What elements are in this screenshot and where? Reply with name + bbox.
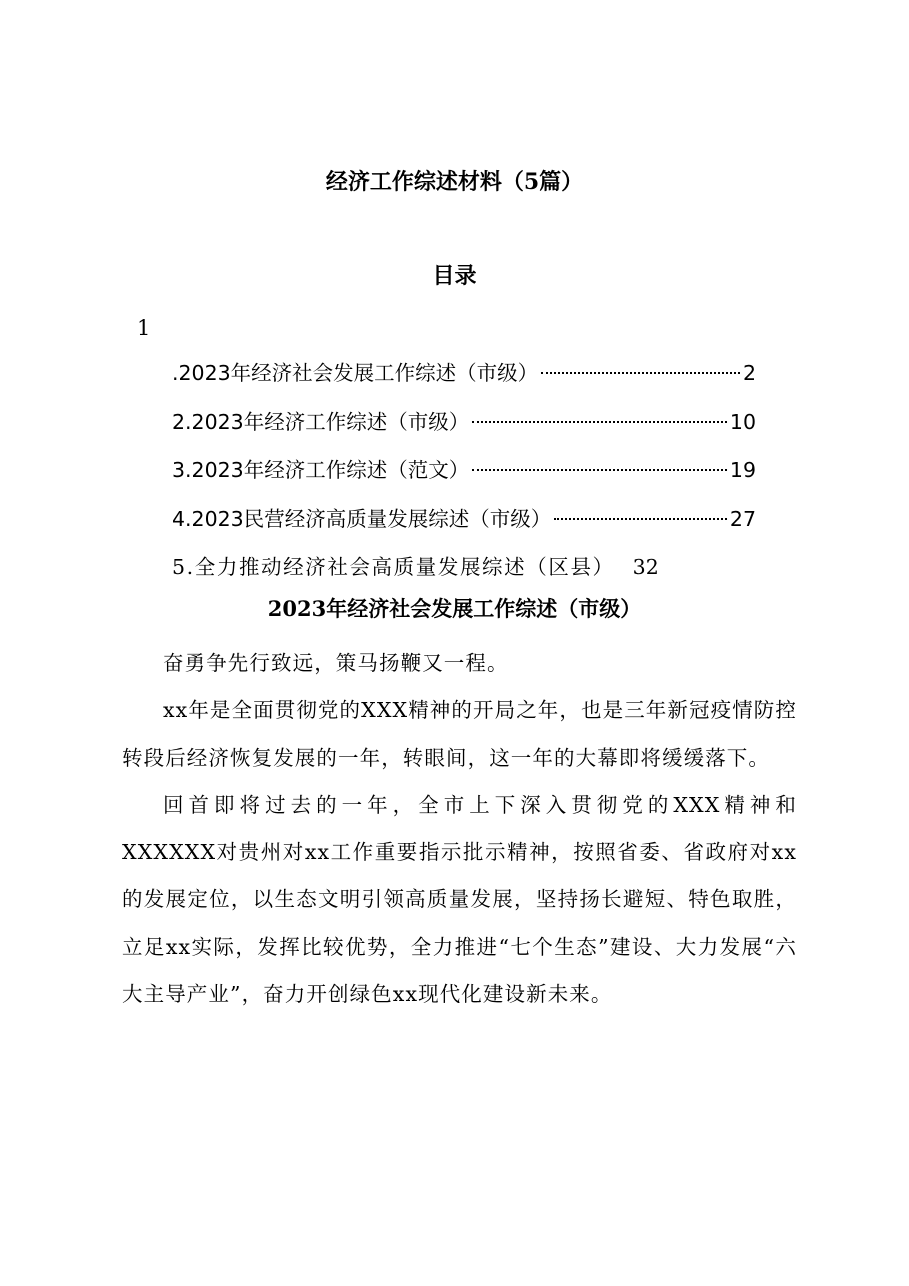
toc-leader-dots xyxy=(472,421,727,423)
document-title: 经济工作综述材料（5篇） xyxy=(325,169,584,195)
paragraph: 奋勇争先行致远，策马扬鞭又一程。 xyxy=(163,651,509,675)
toc-entry-text: 2.2023年经济工作综述（市级） xyxy=(172,409,470,434)
toc-entry[interactable] xyxy=(172,502,756,551)
toc-entry-page: 32 xyxy=(632,555,659,579)
body-text xyxy=(122,640,797,1018)
toc-entry[interactable] xyxy=(172,405,756,454)
toc-entry-text: .2023年经济社会发展工作综述（市级） xyxy=(172,361,539,385)
toc-entry[interactable] xyxy=(172,453,756,502)
toc-entry-page: 27 xyxy=(729,506,756,531)
toc-entry[interactable] xyxy=(172,356,756,405)
toc-entry-page: 2 xyxy=(742,361,756,385)
toc-entry-page: 19 xyxy=(729,458,756,482)
table-of-contents xyxy=(172,356,756,599)
paragraph: 回首即将过去的一年，全市上下深入贯彻党的XXX精神和XXXXXX对贵州对xx工作重要指示批示精神，按照省委、省政府对xx的发展定位，以生态文明引领高质量发展，坚持扬长避短、特色取胜，立足xx实际，发挥比较优势，全力推进“七个生态”建设、大力发展“六大主导产业”，奋力开创绿色xx现代化建设新未来。 xyxy=(122,792,797,1007)
toc-entry-text: 4.2023民营经济高质量发展综述（市级） xyxy=(172,506,552,531)
toc-entry-page: 10 xyxy=(729,409,756,434)
paragraph: xx年是全面贯彻党的XXX精神的开局之年，也是三年新冠疫情防控转段后经济恢复发展的一年，转眼间，这一年的大幕即将缓缓落下。 xyxy=(122,698,798,770)
toc-entry-text: 5.全力推动经济社会高质量发展综述（区县） xyxy=(172,555,615,579)
section-title: 2023年经济社会发展工作综述（市级） xyxy=(267,596,642,621)
toc-leader-dots xyxy=(472,469,727,471)
toc-leader-dots xyxy=(541,372,740,374)
toc-heading: 目录 xyxy=(432,263,477,289)
toc-number-line: 1 xyxy=(137,316,151,340)
toc-leader-dots xyxy=(554,518,727,520)
toc-entry-text: 3.2023年经济工作综述（范文） xyxy=(172,458,470,482)
toc-entry[interactable] xyxy=(172,550,756,599)
